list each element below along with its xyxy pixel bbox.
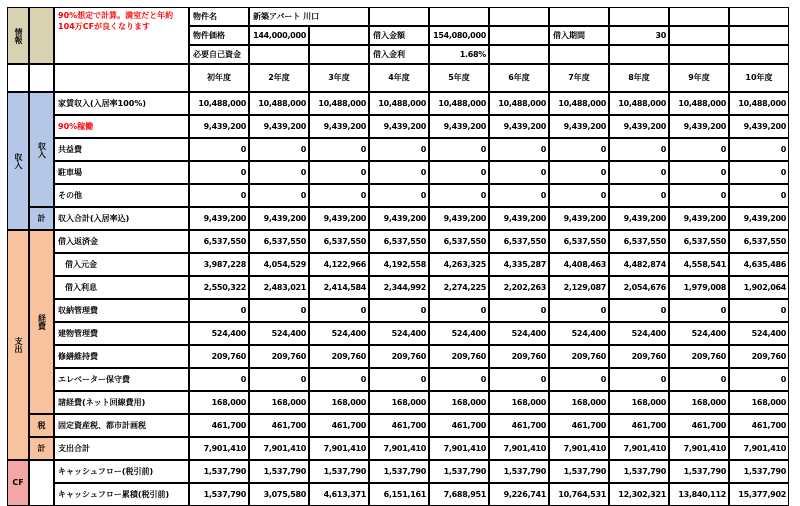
income-total-row-value: 9,439,200	[729, 207, 789, 230]
expense-row-value: 168,000	[429, 391, 489, 414]
tax-row-value: 461,700	[549, 414, 609, 437]
expense-total-row-value: 7,901,410	[669, 437, 729, 460]
expense-total-row-value: 7,901,410	[609, 437, 669, 460]
interest-value: 1.68%	[429, 45, 489, 64]
expense-row-value: 209,760	[669, 345, 729, 368]
expense-row-value: 209,760	[609, 345, 669, 368]
income-row-value: 0	[489, 184, 549, 207]
expense-row-value: 2,202,263	[489, 276, 549, 299]
expense-row-value: 0	[309, 299, 369, 322]
expense-row-value: 2,483,021	[249, 276, 309, 299]
expense-row-value: 524,400	[729, 322, 789, 345]
income-row-value: 0	[309, 161, 369, 184]
tax-row-value: 461,700	[729, 414, 789, 437]
income-total-row-value: 9,439,200	[609, 207, 669, 230]
cf-row-value: 1,537,790	[309, 460, 369, 483]
income-row-label: 共益費	[54, 138, 189, 161]
equity-label: 必要自己資金	[189, 45, 249, 64]
header-empty-cell	[489, 7, 549, 26]
income-row-label: 駐車場	[54, 161, 189, 184]
loan-amount-value: 154,080,000	[429, 26, 489, 45]
income-row-value: 0	[369, 138, 429, 161]
income-row-value: 10,488,000	[369, 92, 429, 115]
expense-row-value: 168,000	[249, 391, 309, 414]
tax-marker: 税	[29, 414, 54, 437]
cf-row-value: 15,377,902	[729, 483, 789, 506]
expense-row-value: 209,760	[729, 345, 789, 368]
year-row-spacer	[29, 64, 54, 92]
expense-row-value: 524,400	[549, 322, 609, 345]
expense-row-value: 4,558,541	[669, 253, 729, 276]
income-row-value: 9,439,200	[549, 115, 609, 138]
header-empty-cell	[609, 7, 669, 26]
expense-row-value: 0	[609, 368, 669, 391]
expense-row-value: 0	[669, 368, 729, 391]
expense-row-value: 0	[729, 368, 789, 391]
income-total-row-label: 収入合計(入居率込)	[54, 207, 189, 230]
income-row-value: 10,488,000	[609, 92, 669, 115]
income-total-row-value: 9,439,200	[489, 207, 549, 230]
cf-row-value: 1,537,790	[669, 460, 729, 483]
income-total-row-value: 9,439,200	[189, 207, 249, 230]
cf-row-value: 1,537,790	[489, 460, 549, 483]
header-empty-cell	[309, 26, 369, 45]
expense-row-label: 借入返済金	[54, 230, 189, 253]
income-row-value: 9,439,200	[309, 115, 369, 138]
expense-row-value: 6,537,550	[549, 230, 609, 253]
expense-row-value: 524,400	[189, 322, 249, 345]
section-info-band	[29, 7, 54, 64]
income-row-value: 0	[729, 138, 789, 161]
expense-row-value: 168,000	[669, 391, 729, 414]
expense-row-value: 2,274,225	[429, 276, 489, 299]
expense-row-value: 6,537,550	[249, 230, 309, 253]
cf-row-value: 1,537,790	[429, 460, 489, 483]
header-empty-cell	[549, 45, 609, 64]
header-empty-cell	[669, 26, 729, 45]
cf-row-value: 1,537,790	[549, 460, 609, 483]
expense-row-value: 4,054,529	[249, 253, 309, 276]
header-empty-cell	[729, 7, 789, 26]
income-row-value: 9,439,200	[189, 115, 249, 138]
year-header: 5年度	[429, 64, 489, 92]
income-row-value: 0	[189, 138, 249, 161]
expense-row-value: 0	[549, 299, 609, 322]
expense-row-value: 0	[489, 299, 549, 322]
income-row-value: 10,488,000	[729, 92, 789, 115]
expense-row-value: 0	[549, 368, 609, 391]
expense-total-row-value: 7,901,410	[309, 437, 369, 460]
expense-row-value: 524,400	[489, 322, 549, 345]
expense-total-marker: 計	[29, 437, 54, 460]
income-row-value: 9,439,200	[429, 115, 489, 138]
year-header: 10年度	[729, 64, 789, 92]
expense-row-value: 3,987,228	[189, 253, 249, 276]
income-row-value: 10,488,000	[189, 92, 249, 115]
tax-row-label: 固定資産税、都市計画税	[54, 414, 189, 437]
tax-row-value: 461,700	[609, 414, 669, 437]
header-empty-cell	[369, 7, 429, 26]
income-row-value: 10,488,000	[549, 92, 609, 115]
expense-row-value: 209,760	[549, 345, 609, 368]
expense-row-label: 建物管理費	[54, 322, 189, 345]
year-header: 4年度	[369, 64, 429, 92]
income-row-value: 0	[669, 184, 729, 207]
expense-row-value: 6,537,550	[489, 230, 549, 253]
expense-total-row-value: 7,901,410	[189, 437, 249, 460]
expense-row-value: 209,760	[249, 345, 309, 368]
expense-row-value: 0	[729, 299, 789, 322]
income-row-value: 0	[249, 138, 309, 161]
header-empty-cell	[429, 7, 489, 26]
income-section-label: 収入	[7, 92, 29, 230]
expense-section-label: 支出	[7, 230, 29, 460]
tax-row-value: 461,700	[489, 414, 549, 437]
expense-row-value: 524,400	[249, 322, 309, 345]
expense-row-value: 524,400	[309, 322, 369, 345]
expense-row-value: 524,400	[609, 322, 669, 345]
year-row-spacer	[7, 64, 29, 92]
expense-row-value: 524,400	[429, 322, 489, 345]
expense-row-value: 2,054,676	[609, 276, 669, 299]
expense-row-value: 0	[429, 368, 489, 391]
cf-row-value: 4,613,371	[309, 483, 369, 506]
year-header: 7年度	[549, 64, 609, 92]
income-row-value: 9,439,200	[489, 115, 549, 138]
expense-row-value: 0	[369, 368, 429, 391]
header-empty-cell	[669, 45, 729, 64]
income-row-value: 10,488,000	[249, 92, 309, 115]
income-row-value: 10,488,000	[669, 92, 729, 115]
tax-row-value: 461,700	[189, 414, 249, 437]
income-row-value: 0	[489, 138, 549, 161]
header-empty-cell	[729, 45, 789, 64]
income-row-value: 0	[249, 161, 309, 184]
expense-row-value: 0	[369, 299, 429, 322]
expense-row-value: 6,537,550	[309, 230, 369, 253]
expense-row-value: 2,550,322	[189, 276, 249, 299]
cf-row-label: キャッシュフロー(税引前)	[54, 460, 189, 483]
expense-total-row-value: 7,901,410	[429, 437, 489, 460]
expense-row-value: 168,000	[729, 391, 789, 414]
cf-row-value: 6,151,161	[369, 483, 429, 506]
expense-row-value: 209,760	[189, 345, 249, 368]
income-row-value: 0	[549, 161, 609, 184]
income-row-value: 0	[609, 138, 669, 161]
expense-row-value: 524,400	[369, 322, 429, 345]
year-header: 9年度	[669, 64, 729, 92]
tax-row-value: 461,700	[429, 414, 489, 437]
interest-label: 借入金利	[369, 45, 429, 64]
expense-row-value: 168,000	[609, 391, 669, 414]
tax-row-value: 461,700	[669, 414, 729, 437]
income-row-value: 0	[189, 161, 249, 184]
year-header: 6年度	[489, 64, 549, 92]
expense-sub-label: 経費	[29, 230, 54, 414]
tax-row-value: 461,700	[309, 414, 369, 437]
expense-row-value: 524,400	[669, 322, 729, 345]
income-row-value: 10,488,000	[489, 92, 549, 115]
cf-band-spacer	[29, 460, 54, 506]
equity-value	[249, 45, 309, 64]
cf-row-value: 7,688,951	[429, 483, 489, 506]
loan-period-label: 借入期間	[549, 26, 609, 45]
income-row-value: 9,439,200	[369, 115, 429, 138]
expense-total-row-label: 支出合計	[54, 437, 189, 460]
income-total-row-value: 9,439,200	[369, 207, 429, 230]
property-name-label: 物件名	[189, 7, 249, 26]
cf-row-value: 1,537,790	[609, 460, 669, 483]
section-info-label: 情報	[7, 7, 29, 64]
income-row-value: 0	[429, 161, 489, 184]
expense-total-row-value: 7,901,410	[249, 437, 309, 460]
expense-row-value: 0	[189, 368, 249, 391]
cf-row-value: 1,537,790	[729, 460, 789, 483]
expense-row-value: 6,537,550	[669, 230, 729, 253]
expense-row-value: 6,537,550	[189, 230, 249, 253]
income-total-row-value: 9,439,200	[429, 207, 489, 230]
income-total-row-value: 9,439,200	[669, 207, 729, 230]
expense-row-value: 2,414,584	[309, 276, 369, 299]
expense-row-value: 0	[309, 368, 369, 391]
expense-row-value: 168,000	[489, 391, 549, 414]
expense-row-value: 4,335,287	[489, 253, 549, 276]
expense-row-value: 168,000	[309, 391, 369, 414]
cf-row-value: 3,075,580	[249, 483, 309, 506]
income-row-value: 10,488,000	[309, 92, 369, 115]
cf-row-label: キャッシュフロー累積(税引前)	[54, 483, 189, 506]
property-price-value: 144,000,000	[249, 26, 309, 45]
expense-row-value: 0	[429, 299, 489, 322]
loan-amount-label: 借入金額	[369, 26, 429, 45]
expense-row-label: 収納管理費	[54, 299, 189, 322]
expense-total-row-value: 7,901,410	[369, 437, 429, 460]
cf-row-value: 1,537,790	[249, 460, 309, 483]
income-sub-label: 収入	[29, 92, 54, 207]
expense-row-value: 4,408,463	[549, 253, 609, 276]
expense-row-label: エレベーター保守費	[54, 368, 189, 391]
header-empty-cell	[549, 7, 609, 26]
expense-row-value: 0	[249, 368, 309, 391]
income-row-value: 10,488,000	[429, 92, 489, 115]
income-row-value: 0	[369, 184, 429, 207]
income-row-label: その他	[54, 184, 189, 207]
expense-row-value: 0	[489, 368, 549, 391]
expense-row-value: 4,635,486	[729, 253, 789, 276]
expense-row-value: 6,537,550	[429, 230, 489, 253]
expense-row-value: 0	[609, 299, 669, 322]
income-row-value: 0	[429, 138, 489, 161]
cf-row-value: 12,302,321	[609, 483, 669, 506]
cf-row-value: 1,537,790	[189, 460, 249, 483]
income-row-value: 0	[729, 161, 789, 184]
income-row-label: 家賃収入(入居率100%)	[54, 92, 189, 115]
expense-total-row-value: 7,901,410	[489, 437, 549, 460]
expense-row-value: 209,760	[489, 345, 549, 368]
expense-row-value: 209,760	[369, 345, 429, 368]
year-header: 3年度	[309, 64, 369, 92]
income-row-value: 0	[309, 138, 369, 161]
income-row-value: 0	[549, 184, 609, 207]
expense-row-value: 1,902,064	[729, 276, 789, 299]
expense-row-value: 0	[249, 299, 309, 322]
expense-row-value: 2,344,992	[369, 276, 429, 299]
expense-row-value: 209,760	[309, 345, 369, 368]
cf-row-value: 10,764,531	[549, 483, 609, 506]
header-empty-cell	[489, 45, 549, 64]
header-empty-cell	[489, 26, 549, 45]
header-empty-cell	[669, 7, 729, 26]
expense-row-value: 168,000	[549, 391, 609, 414]
header-empty-cell	[609, 45, 669, 64]
expense-row-value: 2,129,087	[549, 276, 609, 299]
expense-row-value: 209,760	[429, 345, 489, 368]
cf-row-value: 1,537,790	[189, 483, 249, 506]
expense-row-value: 6,537,550	[369, 230, 429, 253]
expense-row-value: 1,979,008	[669, 276, 729, 299]
income-row-value: 9,439,200	[729, 115, 789, 138]
expense-row-value: 4,482,874	[609, 253, 669, 276]
tax-row-value: 461,700	[249, 414, 309, 437]
income-row-value: 0	[729, 184, 789, 207]
income-row-value: 0	[189, 184, 249, 207]
income-total-row-value: 9,439,200	[249, 207, 309, 230]
year-header: 初年度	[189, 64, 249, 92]
expense-row-value: 4,192,558	[369, 253, 429, 276]
income-row-value: 9,439,200	[249, 115, 309, 138]
expense-row-value: 168,000	[369, 391, 429, 414]
income-row-value: 0	[669, 138, 729, 161]
income-total-marker: 計	[29, 207, 54, 230]
note-text: 90%想定で計算。満室だと年約104万CFが良くなります	[54, 7, 189, 64]
income-row-value: 9,439,200	[669, 115, 729, 138]
year-row-spacer	[54, 64, 189, 92]
expense-row-value: 4,122,966	[309, 253, 369, 276]
header-empty-cell	[309, 45, 369, 64]
income-row-value: 0	[549, 138, 609, 161]
expense-row-value: 0	[669, 299, 729, 322]
property-name-value: 新築アパート 川口	[249, 7, 369, 26]
income-row-value: 0	[489, 161, 549, 184]
income-row-value: 0	[609, 184, 669, 207]
income-total-row-value: 9,439,200	[549, 207, 609, 230]
expense-row-label: 諸経費(ネット回線費用)	[54, 391, 189, 414]
income-row-value: 0	[309, 184, 369, 207]
expense-row-label: 借入利息	[54, 276, 189, 299]
income-row-value: 0	[669, 161, 729, 184]
income-row-value: 0	[609, 161, 669, 184]
cf-row-value: 1,537,790	[369, 460, 429, 483]
cf-row-value: 13,840,112	[669, 483, 729, 506]
income-total-row-value: 9,439,200	[309, 207, 369, 230]
expense-row-value: 4,263,325	[429, 253, 489, 276]
cf-section-label: CF	[7, 460, 29, 506]
expense-row-label: 借入元金	[54, 253, 189, 276]
expense-total-row-value: 7,901,410	[729, 437, 789, 460]
year-header: 8年度	[609, 64, 669, 92]
expense-row-value: 168,000	[189, 391, 249, 414]
expense-row-value: 6,537,550	[609, 230, 669, 253]
income-row-label: 90%稼働	[54, 115, 189, 138]
header-empty-cell	[729, 26, 789, 45]
year-header: 2年度	[249, 64, 309, 92]
property-price-label: 物件価格	[189, 26, 249, 45]
expense-row-value: 0	[189, 299, 249, 322]
income-row-value: 0	[429, 184, 489, 207]
income-row-value: 0	[369, 161, 429, 184]
income-row-value: 9,439,200	[609, 115, 669, 138]
expense-row-label: 修繕維持費	[54, 345, 189, 368]
loan-period-value: 30	[609, 26, 669, 45]
expense-total-row-value: 7,901,410	[549, 437, 609, 460]
cf-row-value: 9,226,741	[489, 483, 549, 506]
expense-row-value: 6,537,550	[729, 230, 789, 253]
tax-row-value: 461,700	[369, 414, 429, 437]
income-row-value: 0	[249, 184, 309, 207]
